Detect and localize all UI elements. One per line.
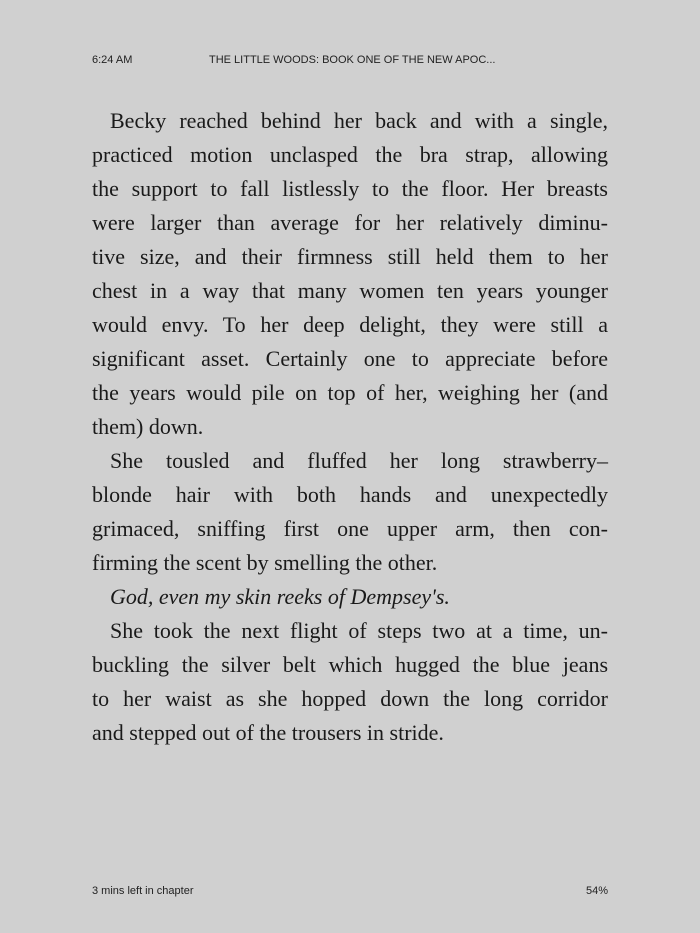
text-line: She tousled and fluffed her long strawberry– [110,448,608,473]
reading-progress: 54% [585,885,608,897]
text-line: and stepped out of the trousers in stride. [92,720,444,745]
text-line: firming the scent by smelling the other. [92,550,438,575]
text-line: would envy. To her deep delight, they were still a [92,312,608,337]
text-line: chest in a way that many women ten years younger [92,278,608,303]
text-line: She took the next flight of steps two at a time, un- [110,618,608,643]
text-line: were larger than average for her relatively diminu- [92,210,608,235]
paragraph [92,104,608,444]
text-line: the support to fall listlessly to the floor. Her breasts [92,176,608,201]
text-line: tive size, and their firmness still held them to her [92,244,608,269]
text-line: practiced motion unclasped the bra strap, allowing [92,142,608,167]
text-line: blonde hair with both hands and unexpectedly [92,482,608,507]
time-left-in-chapter[interactable]: 3 mins left in chapter [92,885,194,897]
text-line: the years would pile on top of her, weighing her (and [92,380,608,405]
text-line: grimaced, sniffing first one upper arm, then con- [92,516,608,541]
text-line: to her waist as she hopped down the long corridor [92,686,608,711]
text-line: Becky reached behind her back and with a single, [110,108,608,133]
italic-paragraph [92,580,608,614]
paragraph [92,444,608,580]
text-line: significant asset. Certainly one to appreciate before [92,346,608,371]
text-line: God, even my skin reeks of Dempsey's. [110,584,450,609]
text-line: them) down. [92,414,204,439]
book-title: THE LITTLE WOODS: BOOK ONE OF THE NEW APOC... [209,54,496,66]
clock-time: 6:24 AM [92,54,133,66]
text-line: buckling the silver belt which hugged the blue jeans [92,652,608,677]
reading-page-text[interactable] [92,104,608,750]
paragraph [92,614,608,750]
